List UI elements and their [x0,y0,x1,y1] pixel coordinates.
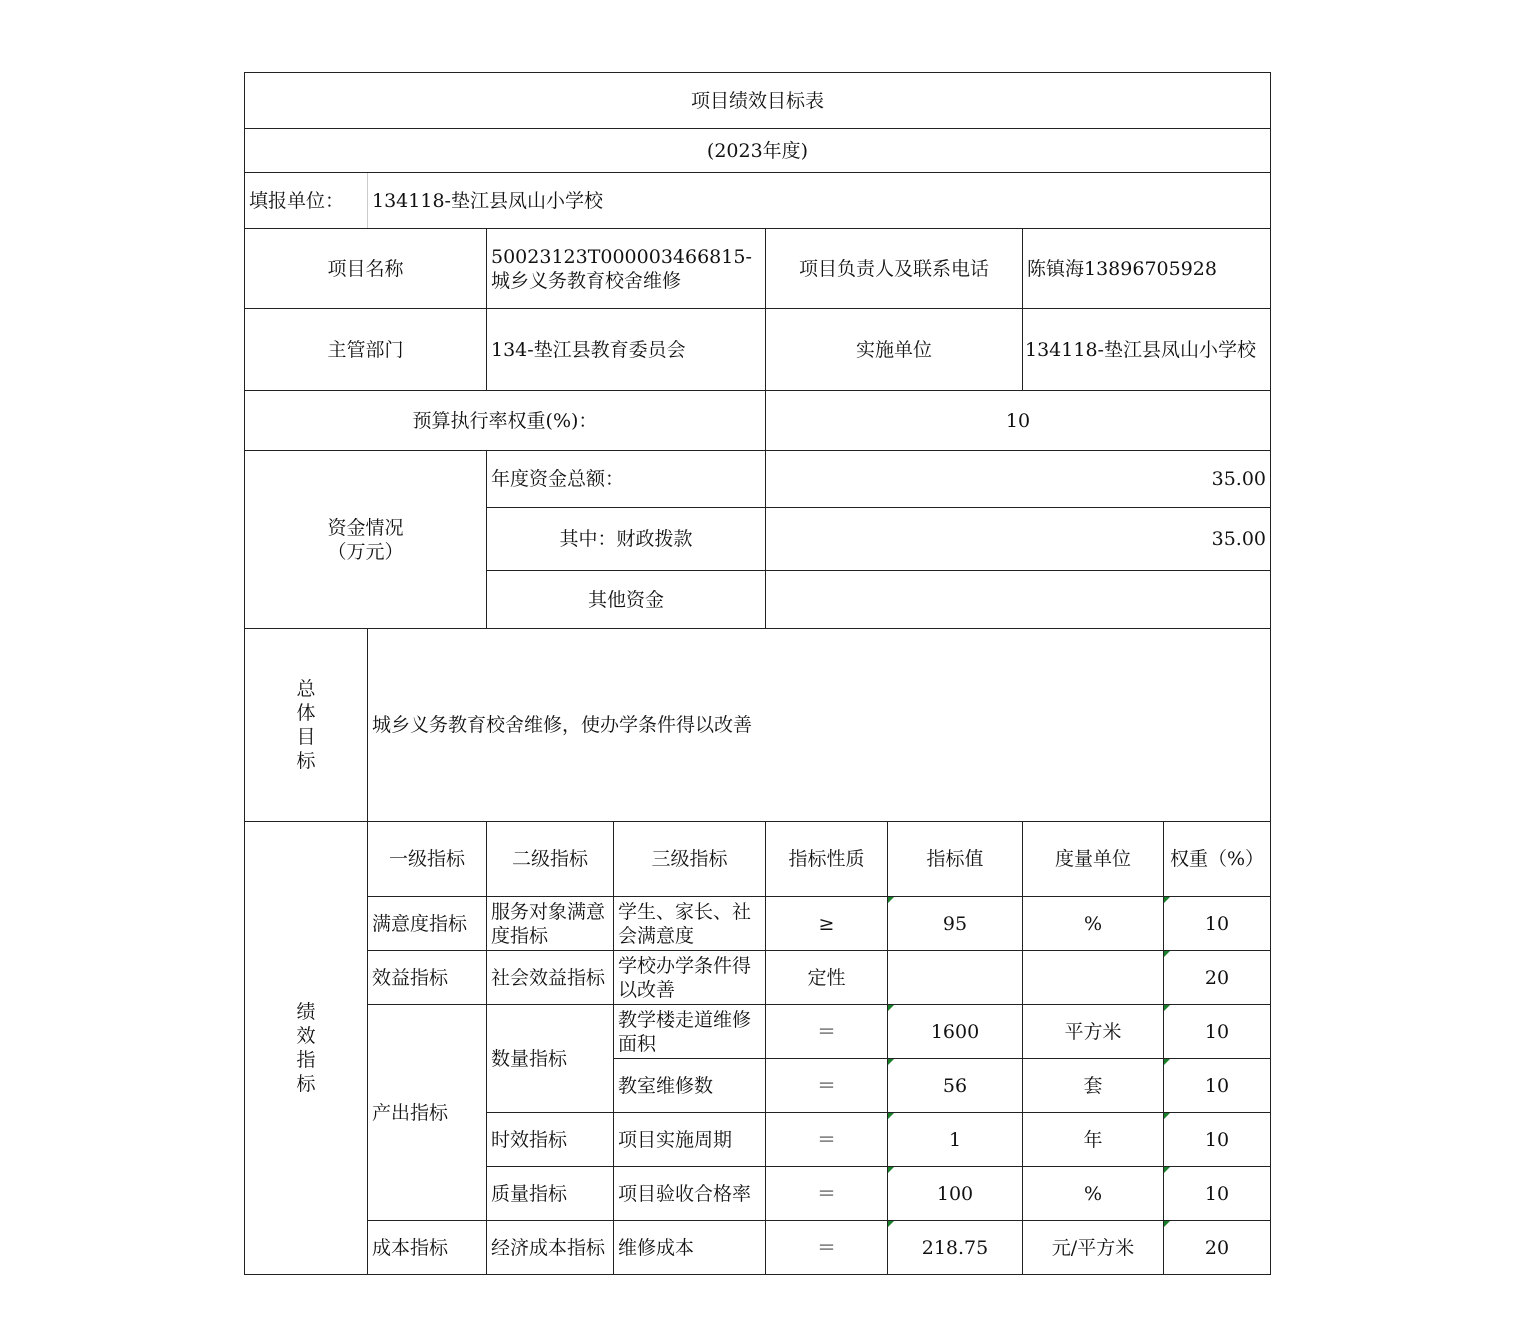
row-nature: ＝ [766,1113,888,1167]
row-unit: 元/平方米 [1023,1221,1164,1275]
funds-other-value [766,571,1271,629]
row-value: 218.75 [888,1221,1023,1275]
perf-label-text: 绩效指标 [296,1001,316,1095]
header-value: 指标值 [888,822,1023,897]
contact-value: 陈镇海13896705928 [1023,229,1271,309]
sheet-year: (2023年度) [245,129,1271,173]
row-l1: 产出指标 [368,1005,487,1221]
dept-label: 主管部门 [245,309,487,391]
row-l2: 经济成本指标 [487,1221,614,1275]
row-unit: % [1023,1167,1164,1221]
reporting-unit-value: 134118-垫江县凤山小学校 [368,173,1271,229]
header-l1: 一级指标 [368,822,487,897]
row-l2: 时效指标 [487,1113,614,1167]
row-l3: 项目验收合格率 [614,1167,766,1221]
table-row [245,1221,1271,1275]
header-unit: 度量单位 [1023,822,1164,897]
goal-value: 城乡义务教育校舍维修，使办学条件得以改善 [368,629,1271,822]
row-weight: 10 [1164,1059,1271,1113]
goal-label-text: 总体目标 [296,678,316,772]
row-unit: 平方米 [1023,1005,1164,1059]
row-value: 1 [888,1113,1023,1167]
budget-weight-label: 预算执行率权重(%)： [245,391,766,451]
sheet-title: 项目绩效目标表 [245,73,1271,129]
goal-label [245,629,368,822]
funds-fiscal-value: 35.00 [766,508,1271,571]
table-row [245,897,1271,951]
row-value: 95 [888,897,1023,951]
table-row [245,951,1271,1005]
project-name-label: 项目名称 [245,229,487,309]
row-weight: 20 [1164,951,1271,1005]
row-unit: % [1023,897,1164,951]
row-weight: 10 [1164,1005,1271,1059]
row-unit: 年 [1023,1113,1164,1167]
budget-weight-value: 10 [766,391,1271,451]
row-nature: 定性 [766,951,888,1005]
row-l3: 学生、家长、社会满意度 [614,897,766,951]
row-weight: 10 [1164,1167,1271,1221]
header-l2: 二级指标 [487,822,614,897]
funds-total-value: 35.00 [766,451,1271,508]
row-value: 100 [888,1167,1023,1221]
row-weight: 20 [1164,1221,1271,1275]
funds-total-label: 年度资金总额： [487,451,766,508]
row-l3: 学校办学条件得以改善 [614,951,766,1005]
row-l1: 效益指标 [368,951,487,1005]
row-l3: 教学楼走道维修面积 [614,1005,766,1059]
header-l3: 三级指标 [614,822,766,897]
row-nature: ＝ [766,1221,888,1275]
row-nature: ＝ [766,1167,888,1221]
performance-target-sheet [244,72,1270,1275]
row-value [888,951,1023,1005]
row-l1: 满意度指标 [368,897,487,951]
funds-label-line1: 资金情况 [327,516,404,539]
performance-table [244,72,1271,1275]
row-nature: ＝ [766,1005,888,1059]
project-name-value: 50023123T000003466815-城乡义务教育校舍维修 [487,229,766,309]
row-l1: 成本指标 [368,1221,487,1275]
row-l2: 质量指标 [487,1167,614,1221]
row-value: 1600 [888,1005,1023,1059]
header-weight: 权重（%） [1164,822,1271,897]
row-l3: 教室维修数 [614,1059,766,1113]
row-l3: 项目实施周期 [614,1113,766,1167]
row-l2: 数量指标 [487,1005,614,1113]
header-nature: 指标性质 [766,822,888,897]
reporting-unit-label: 填报单位： [245,173,368,229]
row-weight: 10 [1164,1113,1271,1167]
impl-value: 134118-垫江县凤山小学校 [1023,309,1271,391]
perf-label [245,822,368,1275]
dept-value: 134-垫江县教育委员会 [487,309,766,391]
row-unit [1023,951,1164,1005]
contact-label: 项目负责人及联系电话 [766,229,1023,309]
row-nature: ＝ [766,1059,888,1113]
row-unit: 套 [1023,1059,1164,1113]
row-nature: ≥ [766,897,888,951]
row-l2: 社会效益指标 [487,951,614,1005]
funds-fiscal-label: 其中：财政拨款 [487,508,766,571]
funds-other-label: 其他资金 [487,571,766,629]
row-value: 56 [888,1059,1023,1113]
funds-label [245,451,487,629]
row-weight: 10 [1164,897,1271,951]
table-row [245,1005,1271,1059]
row-l3: 维修成本 [614,1221,766,1275]
row-l2: 服务对象满意度指标 [487,897,614,951]
funds-label-line2: （万元） [327,540,404,563]
impl-label: 实施单位 [766,309,1023,391]
